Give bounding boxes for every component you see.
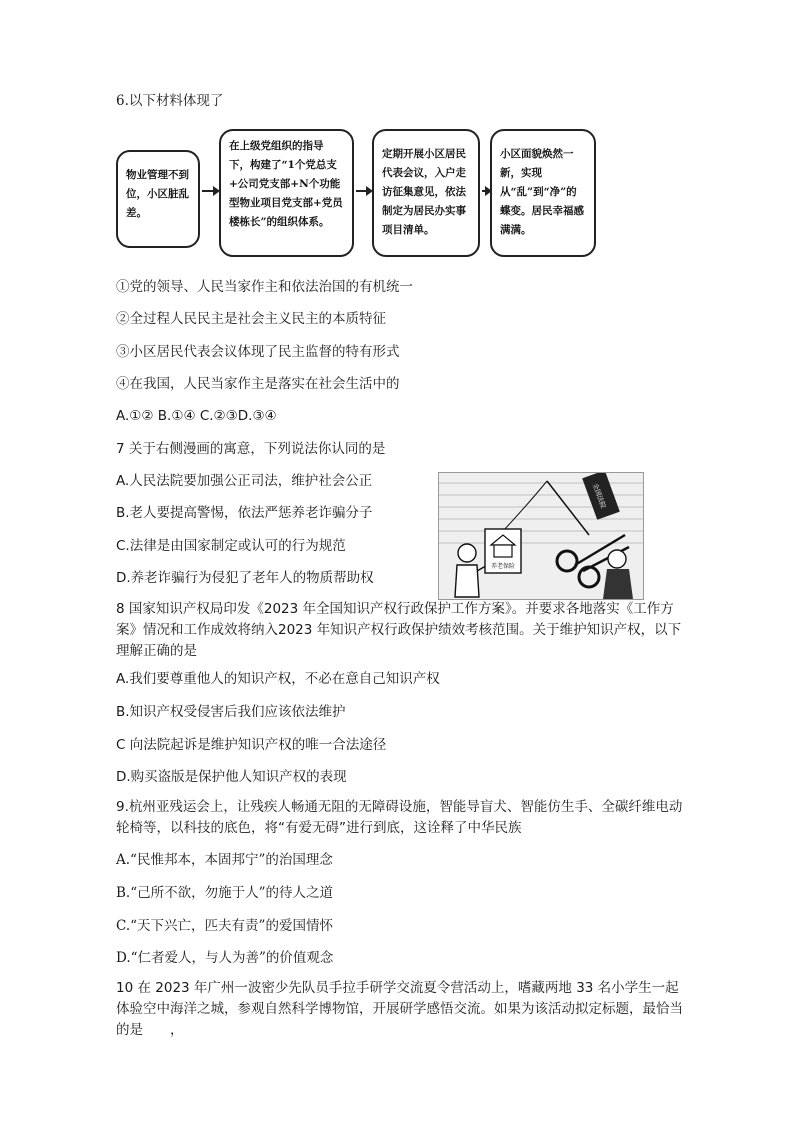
- flow-box-2: 在上级党组织的指导下，构建了“1个党总支+公司党支部+N个功能型物业项目党支部+党员楼栋长”的组织体系。: [219, 129, 354, 257]
- flow-box-3: 定期开展小区居民代表会议，入户走访征集意见，依法制定为居民办实事项目清单。: [372, 129, 480, 257]
- flow-box-4: 小区面貌焕然一新，实现从“乱”到“净”的蝶变。居民幸福感满满。: [490, 129, 596, 257]
- flow-arrow-1: [202, 190, 214, 192]
- q6-option-1: ①党的领导、人民当家作主和依法治国的有机统一: [116, 279, 413, 295]
- q9-option-d: D.“仁者爱人，与人为善”的价值观念: [116, 950, 334, 966]
- cartoon-court-sign: 全国法院: [590, 482, 608, 510]
- q10-stem: 10 在 2023 年广州一波密少先队员手拉手研学交流夏令营活动上，嗜藏两地 33 名小学生一起体验空中海洋之城，参观自然科学博物馆，开展研学感悟交流。如果为该活动拟定标题，最恰当的是 ，: [116, 980, 683, 1038]
- q8-option-b: B.知识产权受侵害后我们应该依法维护: [116, 704, 346, 720]
- cartoon-house-label: 养老保险: [490, 563, 516, 570]
- q7-stem: 7 关于右侧漫画的寓意，下列说法你认同的是: [116, 441, 386, 457]
- q7-option-d: D.养老诈骗行为侵犯了老年人的物质帮助权: [116, 570, 374, 586]
- q8-option-d: D.购买盗版是保护他人知识产权的表现: [116, 769, 347, 785]
- q8-option-a: A.我们要尊重他人的知识产权，不必在意自己知识产权: [116, 671, 440, 687]
- cartoon-illustration: [439, 473, 643, 599]
- q9-option-a: A.“民惟邦本，本固邦宁”的治国理念: [116, 852, 333, 868]
- q6-stem: 6.以下材料体现了: [116, 93, 224, 109]
- q9-option-c: C.“天下兴亡，匹夫有责”的爱国情怀: [116, 918, 333, 934]
- q6-option-2: ②全过程人民民主是社会主义民主的本质特征: [116, 311, 386, 327]
- q6-option-3: ③小区居民代表会议体现了民主监督的特有形式: [116, 344, 400, 360]
- q7-option-b: B.老人要提高警惕，依法严惩养老诈骗分子: [116, 505, 373, 521]
- q7-cartoon-image: [438, 472, 644, 600]
- q7-option-a: A.人民法院要加强公正司法，维护社会公正: [116, 473, 373, 489]
- q6-answers: A.①② B.①④ C.②③D.③④: [116, 408, 277, 424]
- q6-option-4: ④在我国，人民当家作主是落实在社会生活中的: [116, 376, 400, 392]
- q8-option-c: C 向法院起诉是维护知识产权的唯一合法途径: [116, 737, 387, 753]
- flow-arrow-2: [356, 190, 367, 192]
- flow-arrow-3: [482, 190, 486, 192]
- flow-box-1: 物业管理不到位，小区脏乱差。: [116, 150, 200, 248]
- q9-stem: 9.杭州亚残运会上，让残疾人畅通无阻的无障碍设施，智能导盲犬、智能仿生手、全碳纤维电动轮椅等，以科技的底色，将“有爱无碍”进行到底，这诠释了中华民族: [116, 799, 683, 836]
- q8-stem: 8 国家知识产权局印发《2023 年全国知识产权行政保护工作方案》。并要求各地落实《工作方案》情况和工作成效将纳入2023 年知识产权行政保护绩效考核范围。关于维护知识产权，以下理解正确的是: [116, 601, 682, 659]
- q7-option-c: C.法律是由国家制定或认可的行为规范: [116, 538, 346, 554]
- q9-option-b: B.“己所不欲，勿施于人”的待人之道: [116, 885, 334, 901]
